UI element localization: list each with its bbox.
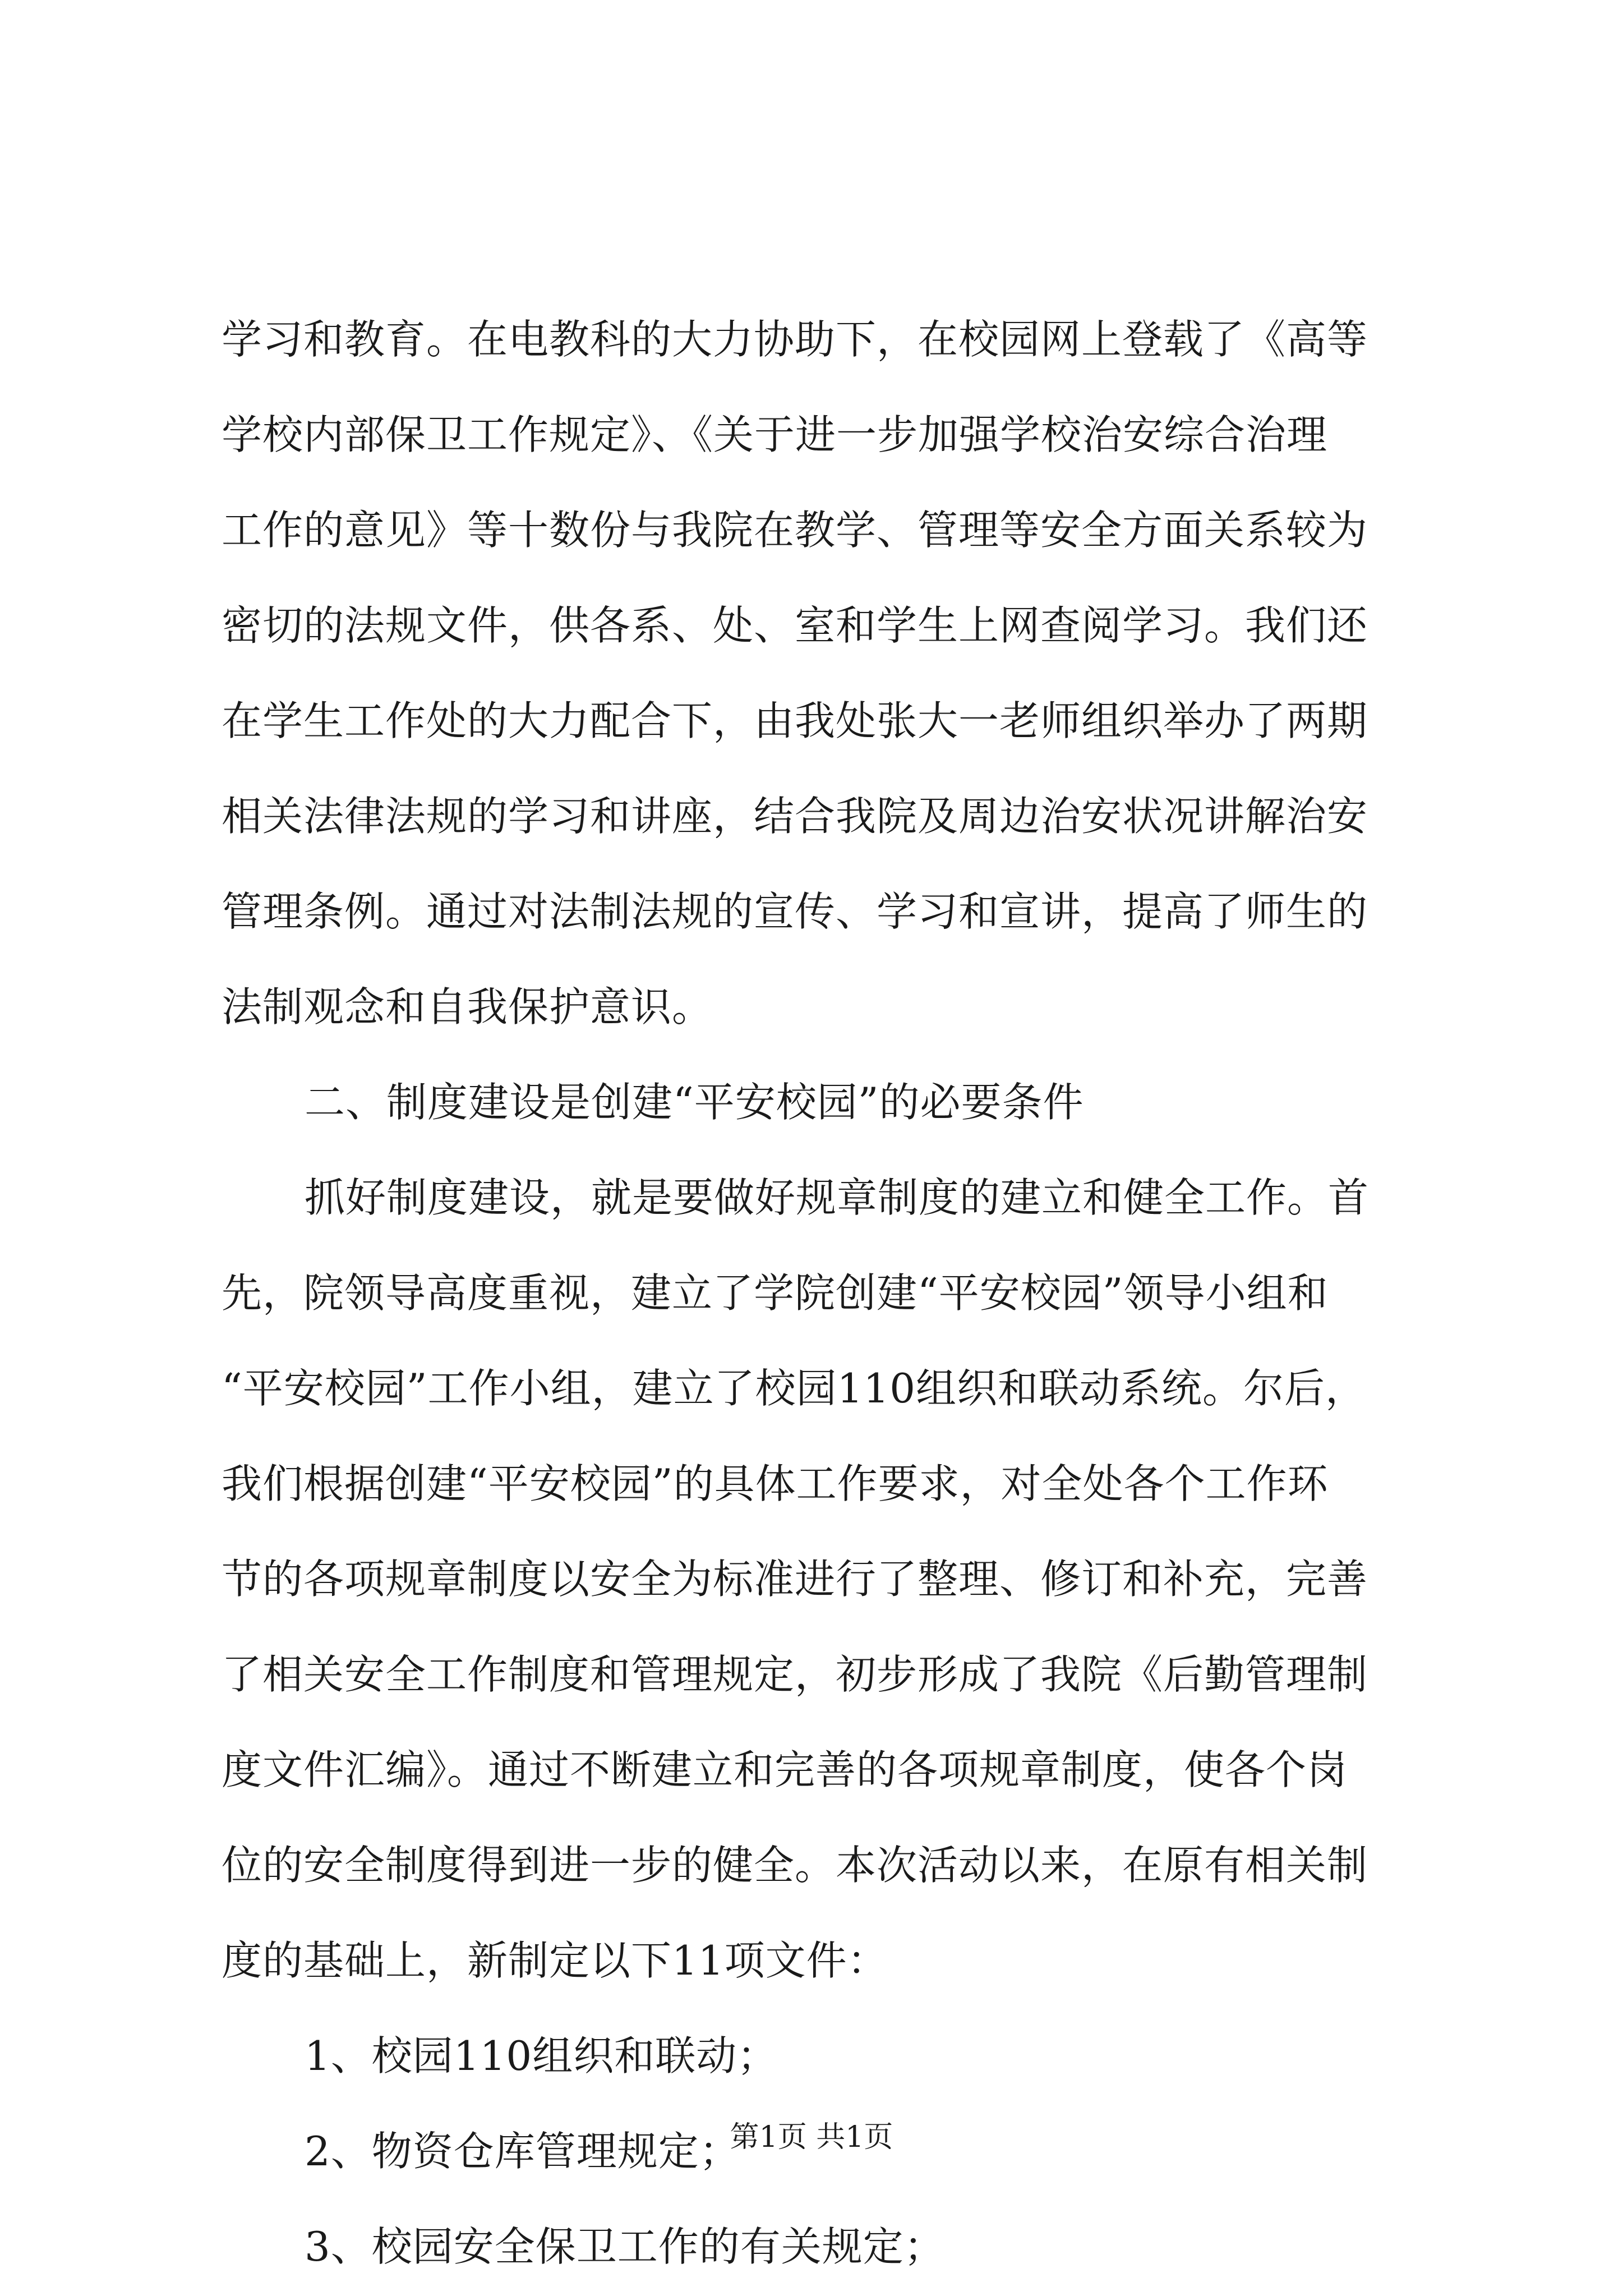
text-line: 先，院领导高度重视，建立了学院创建“平安校园”领导小组和: [222, 1269, 1329, 1317]
list-item: 3、校园安全保卫工作的有关规定；: [305, 2223, 945, 2270]
text-line: 相关法律法规的学习和讲座，结合我院及周边治安状况讲解治安: [222, 793, 1368, 840]
page-number-footer: 第1页 共1页: [730, 2120, 893, 2154]
section-heading: 二、制度建设是创建“平安校园”的必要条件: [305, 1079, 1084, 1126]
text-line: 在学生工作处的大力配合下，由我处张大一老师组织举办了两期: [222, 697, 1368, 744]
text-line: 学校内部保卫工作规定》、《关于进一步加强学校治安综合治理: [222, 411, 1328, 458]
text-line: 度的基础上，新制定以下11项文件：: [222, 1937, 888, 1984]
text-line: 抓好制度建设，就是要做好规章制度的建立和健全工作。首: [305, 1174, 1370, 1221]
document-body: [222, 292, 1413, 2294]
text-line: 法制观念和自我保护意识。: [222, 983, 713, 1030]
text-line: 度文件汇编》。通过不断建立和完善的各项规章制度，使各个岗: [222, 1746, 1348, 1793]
text-line: 密切的法规文件，供各系、处、室和学生上网查阅学习。我们还: [222, 602, 1368, 649]
text-line: 学习和教育。在电教科的大力协助下，在校园网上登载了《高等: [222, 316, 1368, 363]
text-line: 节的各项规章制度以安全为标准进行了整理、修订和补充，完善: [222, 1556, 1368, 1603]
text-line: 位的安全制度得到进一步的健全。本次活动以来，在原有相关制: [222, 1842, 1368, 1889]
text-line: 工作的意见》等十数份与我院在教学、管理等安全方面关系较为: [222, 507, 1368, 554]
list-item: 1、校园110组织和联动；: [305, 2032, 778, 2079]
list-item: 2、物资仓库管理规定；: [305, 2128, 740, 2175]
text-line: 管理条例。通过对法制法规的宣传、学习和宣讲，提高了师生的: [222, 888, 1368, 935]
text-line: “平安校园”工作小组，建立了校园110组织和联动系统。尔后，: [222, 1365, 1367, 1412]
text-line: 了相关安全工作制度和管理规定，初步形成了我院《后勤管理制: [222, 1651, 1368, 1698]
text-line: 我们根据创建“平安校园”的具体工作要求，对全处各个工作环: [222, 1460, 1329, 1507]
